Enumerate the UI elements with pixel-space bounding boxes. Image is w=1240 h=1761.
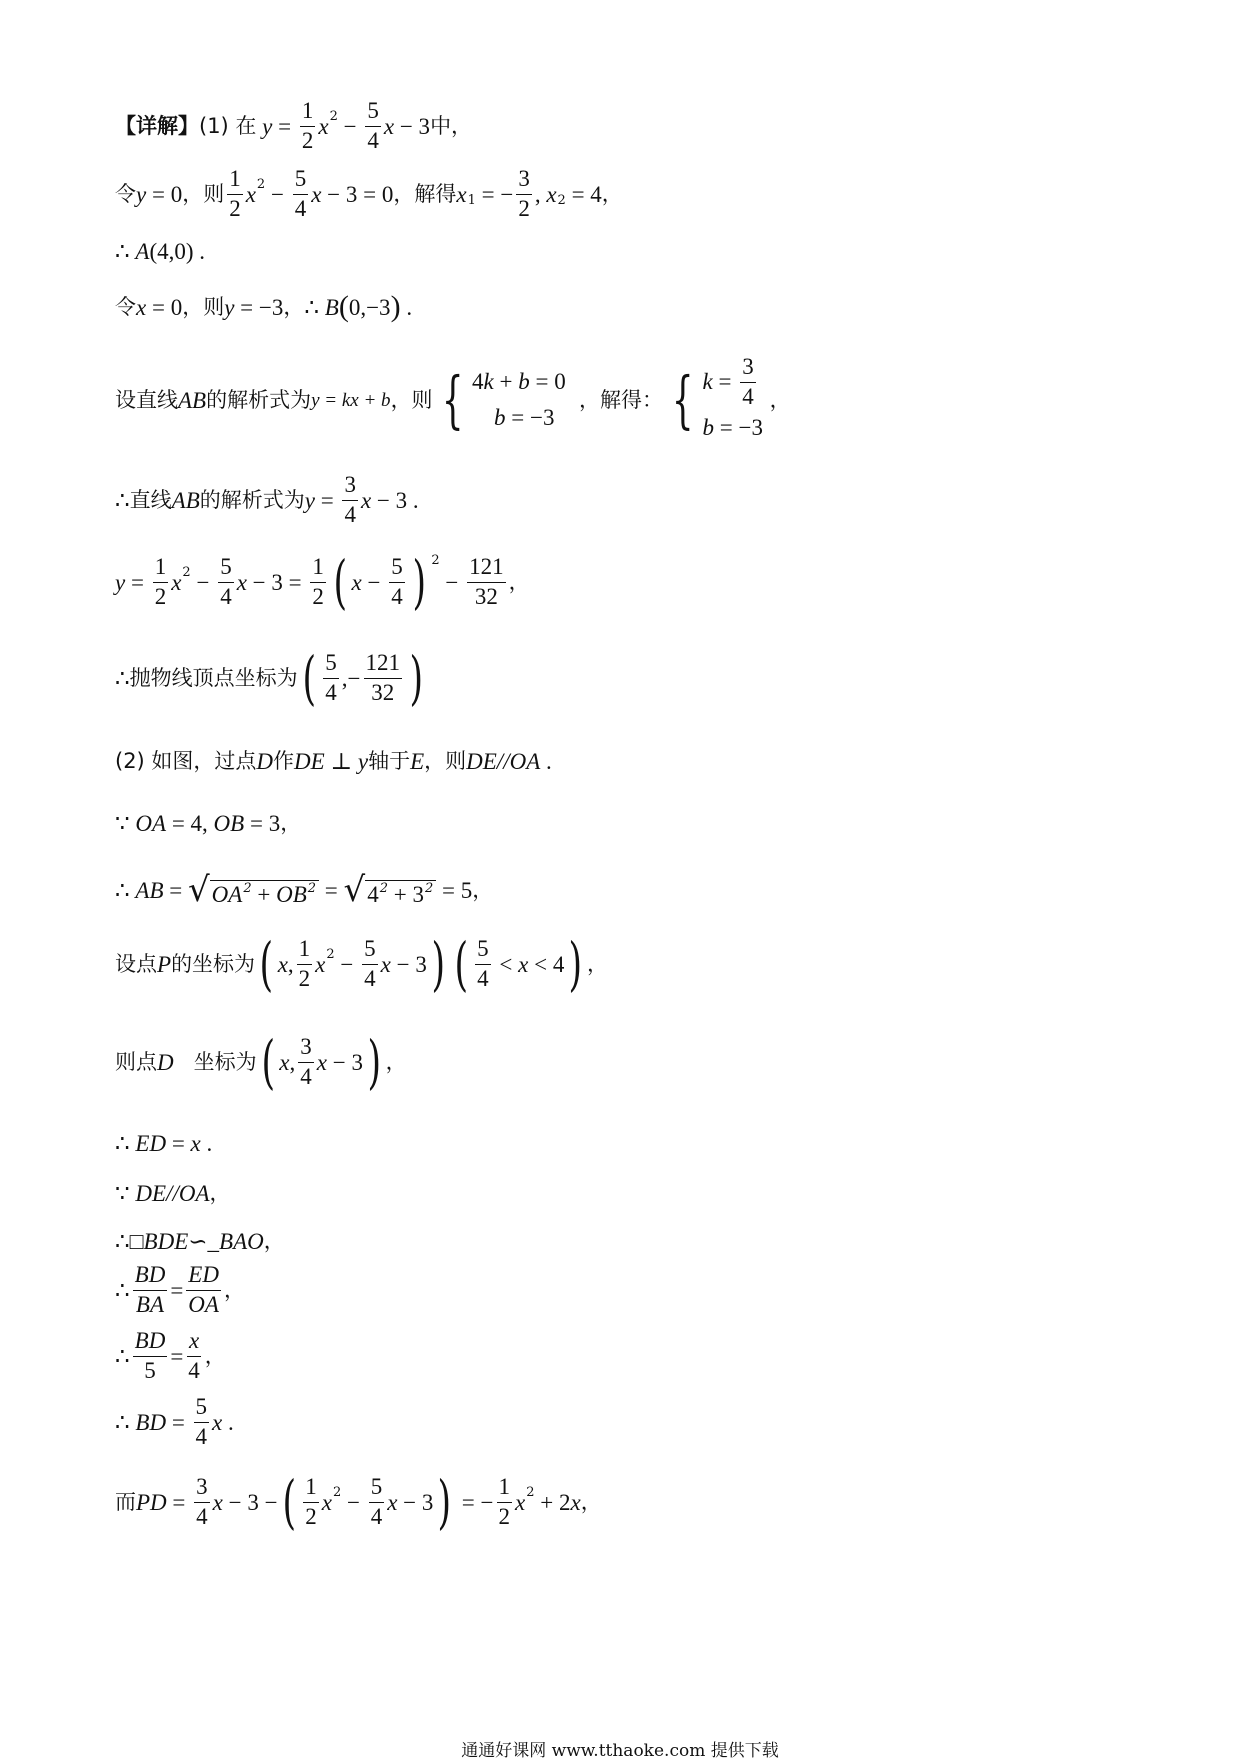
line-3: ∴ A (4,0) . [115,238,206,264]
footer-source: 通通好课网 www.tthaoke.com 提供下载 [461,1741,779,1761]
line-20: 而 PD = $\frac{3}{4}$ x − 3 − ( $\frac{1}{2}$ x 2 − $\frac{5}{4}$ x − 3 ) = − $\frac{1}{2}$ x 2 + 2 x ， [115,1467,602,1536]
line-10: ∵ OA = 4, OB = 3 ， [115,810,302,836]
line-19: ∴ BD = $\frac{5}{4}$ x . [115,1394,234,1449]
line-8: ∴ 抛物线顶点坐标为 ( $\frac{5}{4}$ ,− $\frac{121}{32}$ ) [115,643,424,712]
line-6: ∴ 直线 AB 的解析式为 y = $\frac{3}{4}$ x − 3 . [115,472,419,527]
line-1: 【详解】 (1) 在 y = $\frac{1}{2}$ x 2 − $\frac{5}{4}$ x − 3 中， [115,98,473,153]
line-5: 设直线 AB 的解析式为 y = kx + b ，则 { 4k + b = 0 b = −3 ，解得： { k = $\frac{3}{4}$ b = −3 ， [115,354,791,441]
line-9: (2) 如图，过点 D 作 DE ⊥ y 轴于 E ，则 DE//OA . [115,748,552,774]
line-7: y = $\frac{1}{2}$ x 2 − $\frac{5}{4}$ x − 3 = $\frac{1}{2}$ ( x − $\frac{5}{4}$ ) 2 − $\frac{121}{32}$ ， [115,547,530,616]
line-11: ∴ AB = √ $OA^2 + OB^2$ = √ $4^2 + 3^2$ = 5 ， [115,870,494,910]
line-16: ∴□ BDE ∽_ BAO ， [115,1228,285,1254]
line-12: 设点 P 的坐标为 ( x , $\frac{1}{2}$ x 2 − $\frac{5}{4}$ x − 3 ) ( $\frac{5}{4}$ < x < 4 ) ， [115,929,608,998]
line-13: 则点 D 坐标为 ( x , $\frac{3}{4}$ x − 3 ) ， [115,1027,407,1096]
line-18: ∴ $\frac{BD}{5}$ = $\frac{x}{4}$ ， [115,1328,226,1383]
line-14: ∴ ED = x . [115,1130,213,1156]
line-4: 令 x = 0 ，则 y = −3 ， ∴ B ( 0,−3 ) . [115,290,413,323]
line-2: 令 y = 0 ，则 $\frac{1}{2}$ x 2 − $\frac{5}{4}$ x − 3 = 0 ，解得 x 1 = − $\frac{3}{2}$ , x 2 = 4 ， [115,166,623,221]
line-17: ∴ $\frac{BD}{BA}$ = $\frac{ED}{OA}$ ， [115,1262,245,1317]
line-15: ∵ DE//OA ， [115,1180,231,1206]
